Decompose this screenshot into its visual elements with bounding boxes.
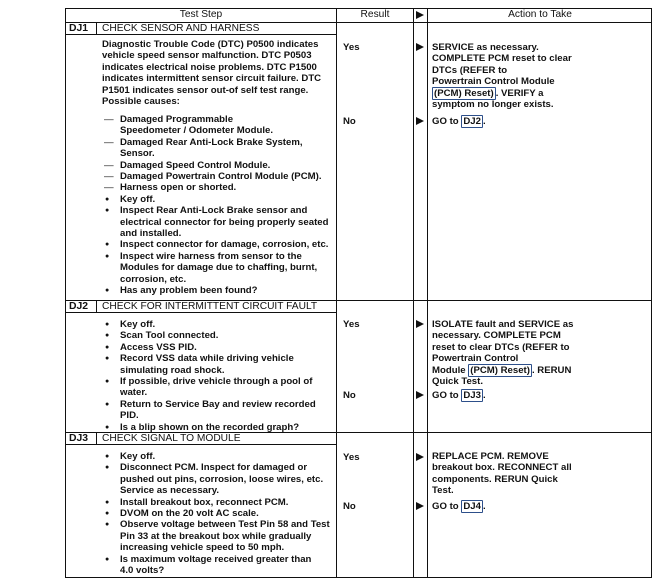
step-item: Access VSS PID. bbox=[120, 341, 197, 353]
step-item: Record VSS data while driving vehicle bbox=[120, 353, 294, 365]
step-title-dj2: CHECK FOR INTERMITTENT CIRCUIT FAULT bbox=[102, 301, 318, 312]
action-text: . bbox=[482, 116, 486, 127]
dj1-title-rule bbox=[66, 34, 336, 35]
dj1-result-no: No bbox=[343, 116, 356, 127]
step-item: Inspect wire harness from sensor to the bbox=[120, 250, 302, 262]
dj1-no-action bbox=[432, 116, 486, 127]
cause-item: Damaged Speed Control Module. bbox=[120, 159, 271, 171]
step-item: DVOM on the 20 volt AC scale. bbox=[120, 508, 259, 519]
column-divider-result bbox=[336, 9, 337, 578]
dj2-result-yes: Yes bbox=[343, 319, 360, 330]
action-text: . VERIFY a bbox=[495, 87, 544, 99]
bullet-icon: ● bbox=[105, 400, 110, 408]
step-id-dj3: DJ3 bbox=[69, 433, 89, 444]
pcm-reset-link[interactable]: (PCM) Reset) bbox=[434, 87, 494, 99]
arrow-icon bbox=[416, 117, 424, 125]
arrow-icon bbox=[416, 453, 424, 461]
bullet-icon: ● bbox=[105, 498, 110, 506]
step-question: Is maximum voltage received greater than bbox=[120, 553, 312, 565]
step-item: Service as necessary. bbox=[120, 485, 220, 497]
step-item: electrical connector for being properly seated bbox=[120, 216, 329, 228]
step-question: Is a blip shown on the recorded graph? bbox=[120, 421, 300, 433]
step-item: If possible, drive vehicle through a pool of bbox=[120, 376, 313, 387]
step-item: increasing vehicle speed to 50 mph. bbox=[120, 542, 285, 554]
arrow-icon bbox=[416, 502, 424, 510]
dj3-title-rule bbox=[66, 444, 336, 445]
dj1-intro-line: P1501 indicates sensor out-of self test range. bbox=[102, 84, 309, 96]
step-item: Return to Service Bay and review recorded bbox=[120, 398, 316, 410]
step-item: water. bbox=[120, 387, 148, 399]
goto-dj3-link[interactable]: DJ3 bbox=[463, 390, 481, 401]
step-item: Key off. bbox=[120, 319, 156, 330]
pcm-reset-link[interactable]: (PCM) Reset) bbox=[470, 364, 530, 376]
bullet-icon: ● bbox=[105, 321, 110, 328]
id-divider-dj3 bbox=[96, 433, 97, 444]
step-item: Modules for damage due to chaffing, burnt, bbox=[120, 262, 318, 274]
bullet-icon: ● bbox=[105, 343, 110, 351]
dj3-yes-action bbox=[432, 451, 650, 499]
action-line: reset to clear DTCs (REFER to bbox=[432, 341, 570, 353]
step-item: corrosion, etc. bbox=[120, 273, 187, 285]
header-test-step: Test Step bbox=[179, 9, 223, 20]
goto-dj4-link[interactable]: DJ4 bbox=[463, 501, 481, 512]
dj3-result-no: No bbox=[343, 501, 356, 512]
bullet-icon: ● bbox=[105, 252, 110, 260]
dash-marker: — bbox=[104, 136, 114, 148]
diagnostic-table bbox=[65, 8, 652, 578]
bullet-icon: ● bbox=[105, 555, 110, 563]
action-line: Test. bbox=[432, 485, 454, 497]
step-id-dj1: DJ1 bbox=[69, 23, 89, 34]
step-item: Inspect connector for damage, corrosion, etc. bbox=[120, 239, 329, 251]
action-line: Powertrain Control bbox=[432, 353, 519, 365]
action-text: GO to bbox=[432, 501, 459, 512]
bullet-icon: ● bbox=[105, 378, 110, 385]
step-item: Disconnect PCM. Inspect for damaged or bbox=[120, 462, 308, 474]
action-text: GO to bbox=[432, 116, 459, 127]
step-item: Inspect Rear Anti-Lock Brake sensor and bbox=[120, 205, 308, 217]
step-title-dj1: CHECK SENSOR AND HARNESS bbox=[102, 23, 260, 34]
bullet-icon: ● bbox=[105, 510, 110, 517]
cause-item: Harness open or shorted. bbox=[120, 182, 237, 194]
step-item: Scan Tool connected. bbox=[120, 330, 219, 342]
dj2-no-action bbox=[432, 390, 486, 401]
cause-item: Damaged Rear Anti-Lock Brake System, bbox=[120, 136, 303, 148]
step-item: and installed. bbox=[120, 228, 182, 239]
id-divider-dj1 bbox=[96, 23, 97, 34]
bullet-icon: ● bbox=[105, 453, 110, 460]
dj3-no-action bbox=[432, 501, 486, 512]
dj3-test-step bbox=[102, 451, 334, 577]
bullet-icon: ● bbox=[105, 355, 110, 363]
header-result: Result bbox=[360, 9, 390, 20]
bullet-icon: ● bbox=[105, 287, 110, 294]
action-text: . RERUN bbox=[531, 364, 572, 376]
step-item: pushed out pins, corrosion, loose wires, etc. bbox=[120, 473, 324, 485]
action-line: REPLACE PCM. REMOVE bbox=[432, 451, 549, 462]
action-text: . bbox=[482, 501, 486, 512]
header-action: Action to Take bbox=[508, 9, 572, 20]
header-arrow-icon bbox=[416, 11, 424, 19]
arrow-icon bbox=[416, 43, 424, 51]
action-text: . bbox=[482, 390, 486, 401]
dash-marker: — bbox=[104, 171, 114, 182]
step-title-dj3: CHECK SIGNAL TO MODULE bbox=[102, 433, 241, 444]
dash-marker: — bbox=[104, 114, 114, 125]
dj2-yes-action bbox=[432, 319, 650, 391]
bullet-icon: ● bbox=[105, 241, 110, 249]
action-line: Quick Test. bbox=[432, 376, 484, 387]
action-line: DTCs (REFER to bbox=[432, 64, 508, 76]
step-item: simulating road shock. bbox=[120, 364, 225, 376]
cause-item: Damaged Programmable bbox=[120, 114, 234, 125]
step-item: Observe voltage between Test Pin 58 and Test bbox=[120, 519, 330, 531]
cause-item: Speedometer / Odometer Module. bbox=[120, 125, 273, 137]
bullet-icon: ● bbox=[105, 332, 110, 340]
cause-item: Sensor. bbox=[120, 148, 155, 160]
bullet-icon: ● bbox=[105, 464, 110, 472]
step-item: PID. bbox=[120, 410, 139, 422]
dj1-yes-action bbox=[432, 42, 650, 122]
step-question: 4.0 volts? bbox=[120, 565, 165, 576]
bullet-icon: ● bbox=[105, 195, 110, 203]
step-item: Pin 33 at the breakout box while gradually bbox=[120, 530, 312, 542]
bullet-icon: ● bbox=[105, 521, 110, 529]
cause-item: Damaged Powertrain Control Module (PCM). bbox=[120, 171, 322, 182]
dj2-title-rule bbox=[66, 312, 336, 313]
dj2-test-step bbox=[102, 319, 334, 431]
id-divider-dj2 bbox=[96, 301, 97, 312]
step-id-dj2: DJ2 bbox=[69, 301, 89, 312]
action-line: symptom no longer exists. bbox=[432, 99, 554, 110]
dash-marker: — bbox=[104, 182, 114, 194]
action-line: components. RERUN Quick bbox=[432, 473, 558, 485]
bullet-icon: ● bbox=[105, 207, 110, 215]
action-text: Module bbox=[432, 364, 466, 376]
column-divider-action bbox=[427, 9, 428, 578]
dj1-intro-line: indicates intermittent sensor circuit failure. DTC bbox=[102, 73, 322, 85]
action-line: Powertrain Control Module bbox=[432, 76, 555, 88]
action-line: COMPLETE PCM reset to clear bbox=[432, 53, 572, 65]
dj1-intro-line: vehicle speed sensor malfunction. DTC P0503 bbox=[102, 50, 312, 62]
action-line: necessary. COMPLETE PCM bbox=[432, 330, 561, 342]
column-divider-arrow bbox=[413, 9, 414, 578]
dj1-intro-line: indicates electrical noise problems. DTC P1500 bbox=[102, 61, 317, 73]
arrow-icon bbox=[416, 320, 424, 328]
bullet-icon: ● bbox=[105, 423, 110, 431]
arrow-icon bbox=[416, 391, 424, 399]
dj1-intro-line: Diagnostic Trouble Code (DTC) P0500 indicates bbox=[102, 39, 319, 50]
step-item: Key off. bbox=[120, 193, 156, 205]
step-item: Install breakout box, reconnect PCM. bbox=[120, 496, 289, 508]
action-line: breakout box. RECONNECT all bbox=[432, 462, 572, 474]
possible-causes-label: Possible causes: bbox=[102, 96, 180, 107]
step-question: Has any problem been found? bbox=[120, 285, 258, 296]
action-line: ISOLATE fault and SERVICE as bbox=[432, 319, 574, 330]
dash-marker: — bbox=[104, 159, 114, 171]
dj1-result-yes: Yes bbox=[343, 42, 360, 53]
action-text: GO to bbox=[432, 390, 459, 401]
action-line: SERVICE as necessary. bbox=[432, 42, 539, 53]
dj3-result-yes: Yes bbox=[343, 452, 360, 463]
dj2-result-no: No bbox=[343, 390, 356, 401]
action-line bbox=[432, 88, 544, 99]
goto-dj2-link[interactable]: DJ2 bbox=[463, 116, 481, 127]
action-line bbox=[432, 365, 571, 376]
step-item: Key off. bbox=[120, 451, 156, 462]
dj1-test-step bbox=[102, 39, 334, 299]
